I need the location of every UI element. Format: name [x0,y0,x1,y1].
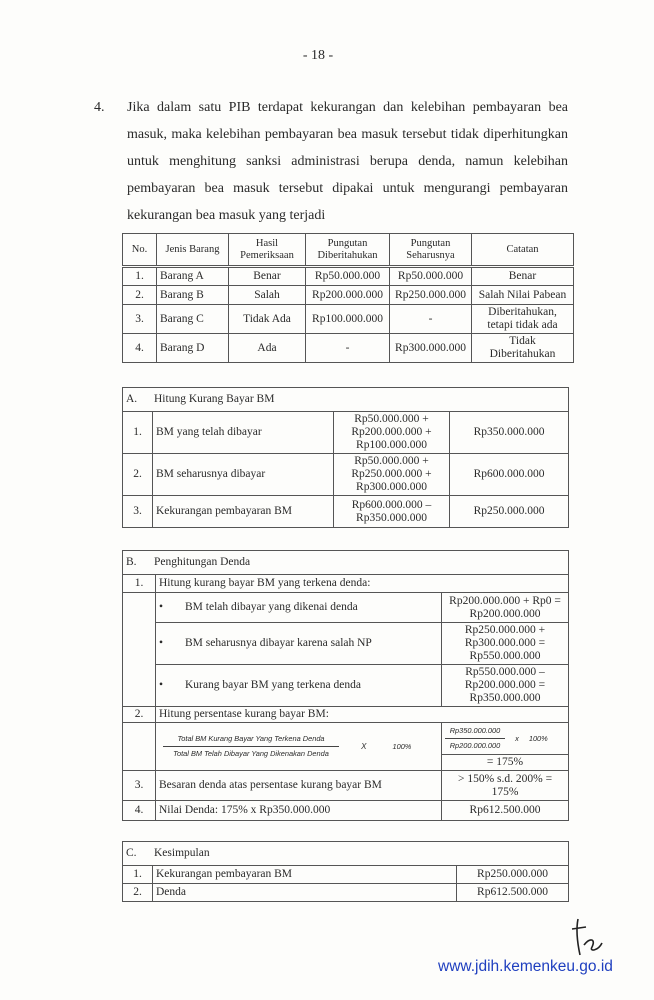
cell: Barang B [157,286,229,305]
cell: BM seharusnya dibayar [153,454,334,496]
paragraph-text: Jika dalam satu PIB terdapat kekurangan dan kelebihan pembayaran bea masuk, maka kelebihan pembayaran bea masuk tersebut tidak diperhitungkan untuk menghitung sanksi administrasi berupa denda, namun kelebihan pembayaran bea masuk tersebut dipakai untuk mengurangi pembayaran kekurangan bea masuk yang terjadi [127,100,568,223]
bullet-value: Rp250.000.000 + Rp300.000.000 = Rp550.000.000 [442,623,569,665]
bullet-text: BM telah dibayar yang dikenai denda [185,601,358,613]
step-value: > 150% s.d. 200% = 175% [442,771,569,801]
bullet-row [123,665,569,707]
cell: Barang A [157,267,229,286]
cell: Rp600.000.000 [450,454,569,496]
cell: Rp250.000.000 [457,866,569,884]
calc-multiply: x [515,733,519,743]
table-row [123,305,574,334]
cell: Tidak Diberitahukan [472,334,574,363]
bullet-value: Rp200.000.000 + Rp0 = Rp200.000.000 [442,593,569,623]
step-row [123,575,569,593]
cell: - [306,334,390,363]
formula-denominator: Total BM Telah Dibayar Yang Dikenakan Denda [173,749,329,758]
section-header-row [123,551,569,575]
cell: Rp612.500.000 [457,884,569,902]
cell: Rp50.000.000 + Rp200.000.000 + Rp100.000.000 [334,412,450,454]
cell: 2. [123,454,153,496]
bullet-row [123,623,569,665]
section-title-text: Kesimpulan [154,847,210,859]
cell: 1. [123,866,153,884]
footer-url[interactable]: www.jdih.kemenkeu.go.id [438,958,613,975]
cell: Salah Nilai Pabean [472,286,574,305]
cell: Barang D [157,334,229,363]
section-title-text: Hitung Kurang Bayar BM [154,393,275,405]
formula-numerator: Total BM Kurang Bayar Yang Terkena Denda [163,734,339,747]
step-value: Rp612.500.000 [442,801,569,821]
cell: Benar [229,267,306,286]
cell: Barang C [157,305,229,334]
cell: Rp350.000.000 [450,412,569,454]
step-label: Hitung kurang bayar BM yang terkena denda: [156,575,569,593]
table-a-kurang-bayar [122,387,569,528]
formula [156,723,442,771]
cell: Rp600.000.000 – Rp350.000.000 [334,496,450,528]
empty-cell [123,593,156,707]
cell: Rp50.000.000 + Rp250.000.000 + Rp300.000.000 [334,454,450,496]
cell: Tidak Ada [229,305,306,334]
calc-denominator: Rp200.000.000 [449,741,501,750]
cell: Ada [229,334,306,363]
table-row [123,496,569,528]
paragraph [127,94,568,229]
cell: 1. [123,267,157,286]
section-title [123,388,569,412]
table-row [123,884,569,902]
table-b-penghitungan-denda [122,550,569,821]
cell: Denda [153,884,457,902]
cell: Diberitahukan, tetapi tidak ada [472,305,574,334]
table-row [123,286,574,305]
page-number: - 18 - [302,48,334,63]
header-cell: Pungutan Diberitahukan [306,234,390,267]
calc-fraction [442,723,569,755]
initial-signature-icon [568,915,608,960]
cell: Rp50.000.000 [306,267,390,286]
cell: Rp200.000.000 [306,286,390,305]
section-letter: C. [126,847,137,859]
cell: 2. [123,286,157,305]
step-number: 4. [123,801,156,821]
section-title [123,551,569,575]
step-number: 3. [123,771,156,801]
section-letter: B. [126,556,137,568]
header-cell: Pungutan Seharusnya [390,234,472,267]
section-title-text: Penghitungan Denda [154,556,251,568]
bullet-value: Rp550.000.000 – Rp200.000.000 = Rp350.000.000 [442,665,569,707]
calc-percent: 100% [528,733,548,743]
cell: Rp50.000.000 [390,267,472,286]
table-row [123,866,569,884]
section-title [123,842,569,866]
cell: Salah [229,286,306,305]
step-label: Nilai Denda: 175% x Rp350.000.000 [156,801,442,821]
step-row [123,771,569,801]
item-number: 4. [94,100,105,115]
bullet-text: BM seharusnya dibayar karena salah NP [185,637,372,649]
section-header-row [123,842,569,866]
header-cell: No. [123,234,157,267]
header-cell: Jenis Barang [157,234,229,267]
cell: BM yang telah dibayar [153,412,334,454]
step-row [123,801,569,821]
step-label: Besaran denda atas persentase kurang bayar BM [156,771,442,801]
bullet-label: • BM telah dibayar yang dikenai denda [156,593,442,623]
cell: - [390,305,472,334]
table-header-row [123,234,574,267]
cell: 1. [123,412,153,454]
formula-row [123,723,569,755]
cell: Kekurangan pembayaran BM [153,866,457,884]
cell: Rp100.000.000 [306,305,390,334]
table-row [123,412,569,454]
formula-multiply: X [361,741,367,751]
table-c-kesimpulan [122,841,569,902]
cell: 2. [123,884,153,902]
cell: Rp250.000.000 [450,496,569,528]
section-letter: A. [126,393,138,405]
empty-cell [123,723,156,771]
cell: 3. [123,305,157,334]
calc-result: = 175% [442,755,569,771]
cell: Kekurangan pembayaran BM [153,496,334,528]
cell: Benar [472,267,574,286]
cell: Rp300.000.000 [390,334,472,363]
formula-percent: 100% [392,741,412,751]
bullet-label: • Kurang bayar BM yang terkena denda [156,665,442,707]
step-number: 1. [123,575,156,593]
cell: 3. [123,496,153,528]
step-label: Hitung persentase kurang bayar BM: [156,707,569,723]
bullet-row [123,593,569,623]
bullet-text: Kurang bayar BM yang terkena denda [185,679,361,691]
header-cell: Catatan [472,234,574,267]
content-flow [0,94,654,902]
header-cell: Hasil Pemeriksaan [229,234,306,267]
table-row [123,454,569,496]
table-row [123,267,574,286]
cell: 4. [123,334,157,363]
section-header-row [123,388,569,412]
step-number: 2. [123,707,156,723]
cell: Rp250.000.000 [390,286,472,305]
step-row [123,707,569,723]
bullet-label: • BM seharusnya dibayar karena salah NP [156,623,442,665]
goods-table [122,233,574,363]
calc-numerator: Rp350.000.000 [445,726,505,739]
table-row [123,334,574,363]
